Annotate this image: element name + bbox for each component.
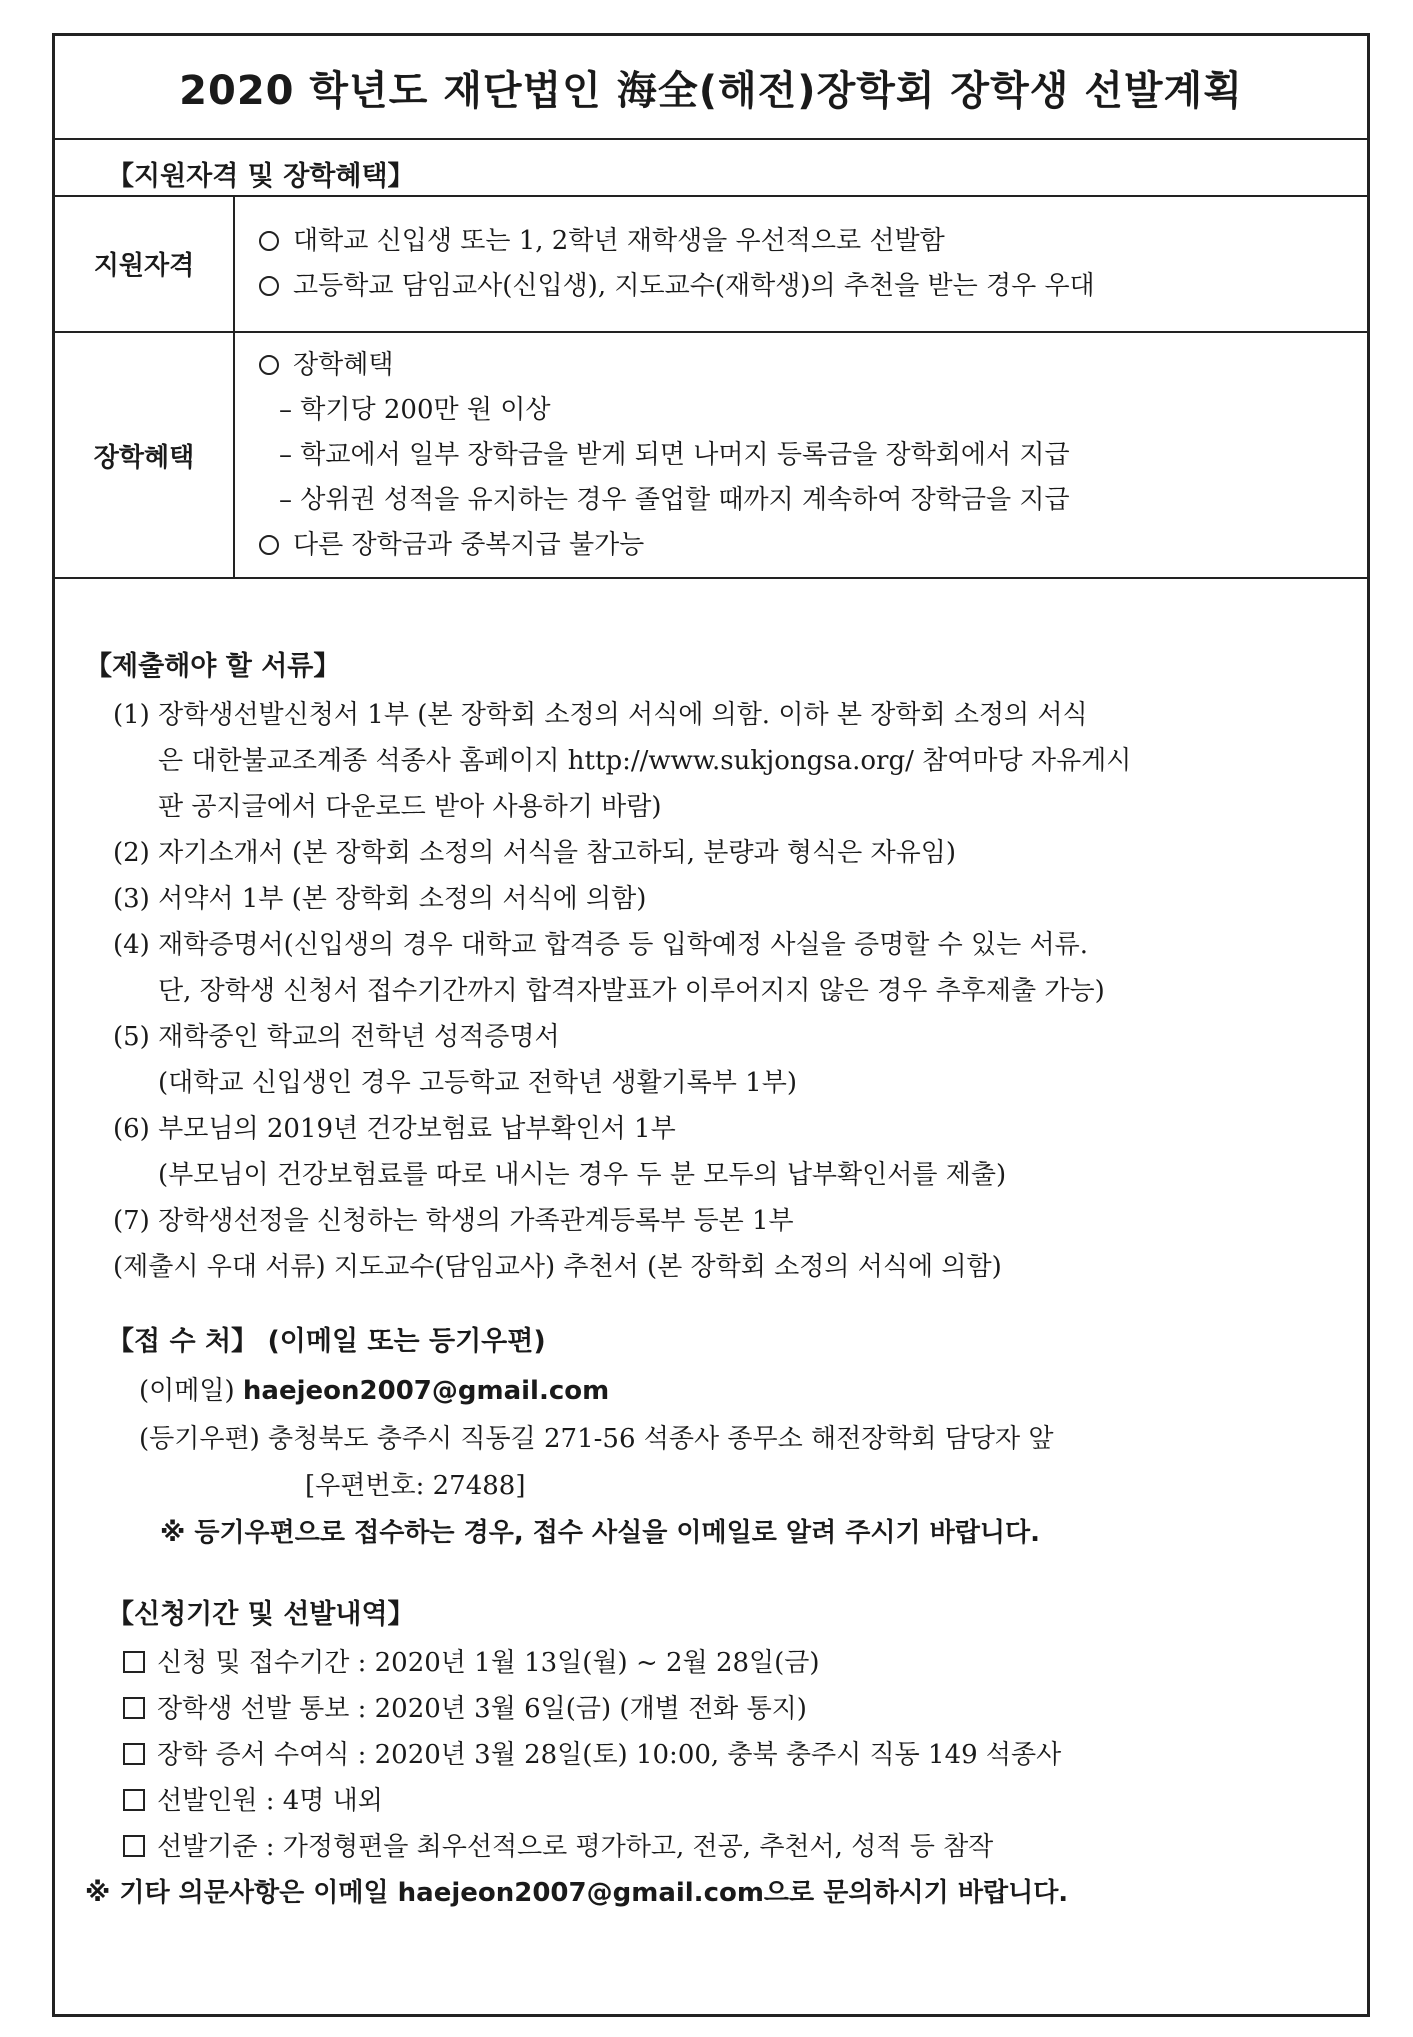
- list-item: 다른 장학금과 중복지급 불가능: [259, 523, 1367, 568]
- qualification-table: [55, 196, 1367, 579]
- schedule-item: 장학생 선발 통보 : 2020년 3월 6일(금) (개별 전화 통지): [123, 1690, 807, 1728]
- schedule-item: 장학 증서 수여식 : 2020년 3월 28일(토) 10:00, 충북 충주시 직동 149 석종사: [123, 1736, 1061, 1774]
- circle-bullet-icon: [259, 535, 279, 555]
- page-title: 2020 학년도 재단법인 海全(해전)장학회 장학생 선발계획: [55, 36, 1367, 140]
- footer-note: ※ 기타 의문사항은 이메일 haejeon2007@gmail.com으로 문의하시기 바랍니다.: [85, 1878, 1069, 1908]
- email-label: (이메일): [139, 1376, 235, 1406]
- list-item: 은 대한불교조계종 석종사 홈페이지 http://www.sukjongsa.org/ 참여마당 자유게시: [158, 746, 1132, 776]
- schedule-item: 신청 및 접수기간 : 2020년 1월 13일(월) ~ 2월 28일(금): [123, 1644, 820, 1682]
- list-item: 단, 장학생 신청서 접수기간까지 합격자발표가 이루어지지 않은 경우 추후제출 가능): [158, 976, 1105, 1006]
- circle-bullet-icon: [259, 231, 279, 251]
- document-frame: [52, 33, 1370, 2017]
- checkbox-icon: [123, 1835, 145, 1857]
- list-item: 장학혜택: [259, 343, 1367, 388]
- list-item: (1) 장학생선발신청서 1부 (본 장학회 소정의 서식에 의함. 이하 본 장학회 소정의 서식: [113, 700, 1088, 730]
- list-item: (2) 자기소개서 (본 장학회 소정의 서식을 참고하되, 분량과 형식은 자유임): [113, 838, 957, 868]
- benefit-content: [234, 332, 1367, 578]
- section-heading-qualification: 【지원자격 및 장학혜택】: [107, 161, 415, 192]
- checkbox-icon: [123, 1651, 145, 1673]
- list-item: (제출시 우대 서류) 지도교수(담임교사) 추천서 (본 장학회 소정의 서식에 의함): [113, 1252, 1002, 1282]
- list-item: 고등학교 담임교사(신입생), 지도교수(재학생)의 추천을 받는 경우 우대: [259, 264, 1367, 309]
- qualification-label: 지원자격: [55, 196, 234, 332]
- section-heading-documents: 【제출해야 할 서류】: [85, 651, 341, 682]
- circle-bullet-icon: [259, 355, 279, 375]
- list-item: 대학교 신입생 또는 1, 2학년 재학생을 우선적으로 선발함: [259, 219, 1367, 264]
- post-address: 충청북도 충주시 직동길 271-56 석종사 종무소 해전장학회 담당자 앞: [268, 1424, 1054, 1454]
- list-item: (부모님이 건강보험료를 따로 내시는 경우 두 분 모두의 납부확인서를 제출): [158, 1160, 1007, 1190]
- post-label: (등기우편): [139, 1424, 260, 1454]
- schedule-item: 선발기준 : 가정형편을 최우선적으로 평가하고, 전공, 추천서, 성적 등 참작: [123, 1828, 993, 1866]
- list-subitem: – 학교에서 일부 장학금을 받게 되면 나머지 등록금을 장학회에서 지급: [279, 439, 1070, 470]
- postcode: [우편번호: 27488]: [305, 1471, 526, 1501]
- list-item: 판 공지글에서 다운로드 받아 사용하기 바람): [158, 792, 662, 822]
- checkbox-icon: [123, 1697, 145, 1719]
- list-subitem: – 학기당 200만 원 이상: [279, 394, 551, 425]
- submission-note: ※ 등기우편으로 접수하는 경우, 접수 사실을 이메일로 알려 주시기 바랍니다.: [160, 1518, 1040, 1548]
- list-item: (3) 서약서 1부 (본 장학회 소정의 서식에 의함): [113, 884, 647, 914]
- list-item: (7) 장학생선정을 신청하는 학생의 가족관계등록부 등본 1부: [113, 1206, 794, 1236]
- schedule-item: 선발인원 : 4명 내외: [123, 1782, 383, 1820]
- benefit-label: 장학혜택: [55, 332, 234, 578]
- email-address: haejeon2007@gmail.com: [242, 1376, 610, 1406]
- email-line: [139, 1372, 609, 1410]
- section-heading-schedule: 【신청기간 및 선발내역】: [107, 1599, 415, 1630]
- post-line: [139, 1420, 1054, 1458]
- section-heading-submission: 【접 수 처】 (이메일 또는 등기우편): [107, 1326, 546, 1357]
- list-item: (5) 재학중인 학교의 전학년 성적증명서: [113, 1022, 560, 1052]
- list-item: (대학교 신입생인 경우 고등학교 전학년 생활기록부 1부): [158, 1068, 797, 1098]
- list-item: (6) 부모님의 2019년 건강보험료 납부확인서 1부: [113, 1114, 676, 1144]
- qualification-content: [234, 196, 1367, 332]
- checkbox-icon: [123, 1789, 145, 1811]
- list-item: (4) 재학증명서(신입생의 경우 대학교 합격증 등 입학예정 사실을 증명할 수 있는 서류.: [113, 930, 1088, 960]
- circle-bullet-icon: [259, 276, 279, 296]
- checkbox-icon: [123, 1743, 145, 1765]
- list-subitem: – 상위권 성적을 유지하는 경우 졸업할 때까지 계속하여 장학금을 지급: [279, 484, 1070, 515]
